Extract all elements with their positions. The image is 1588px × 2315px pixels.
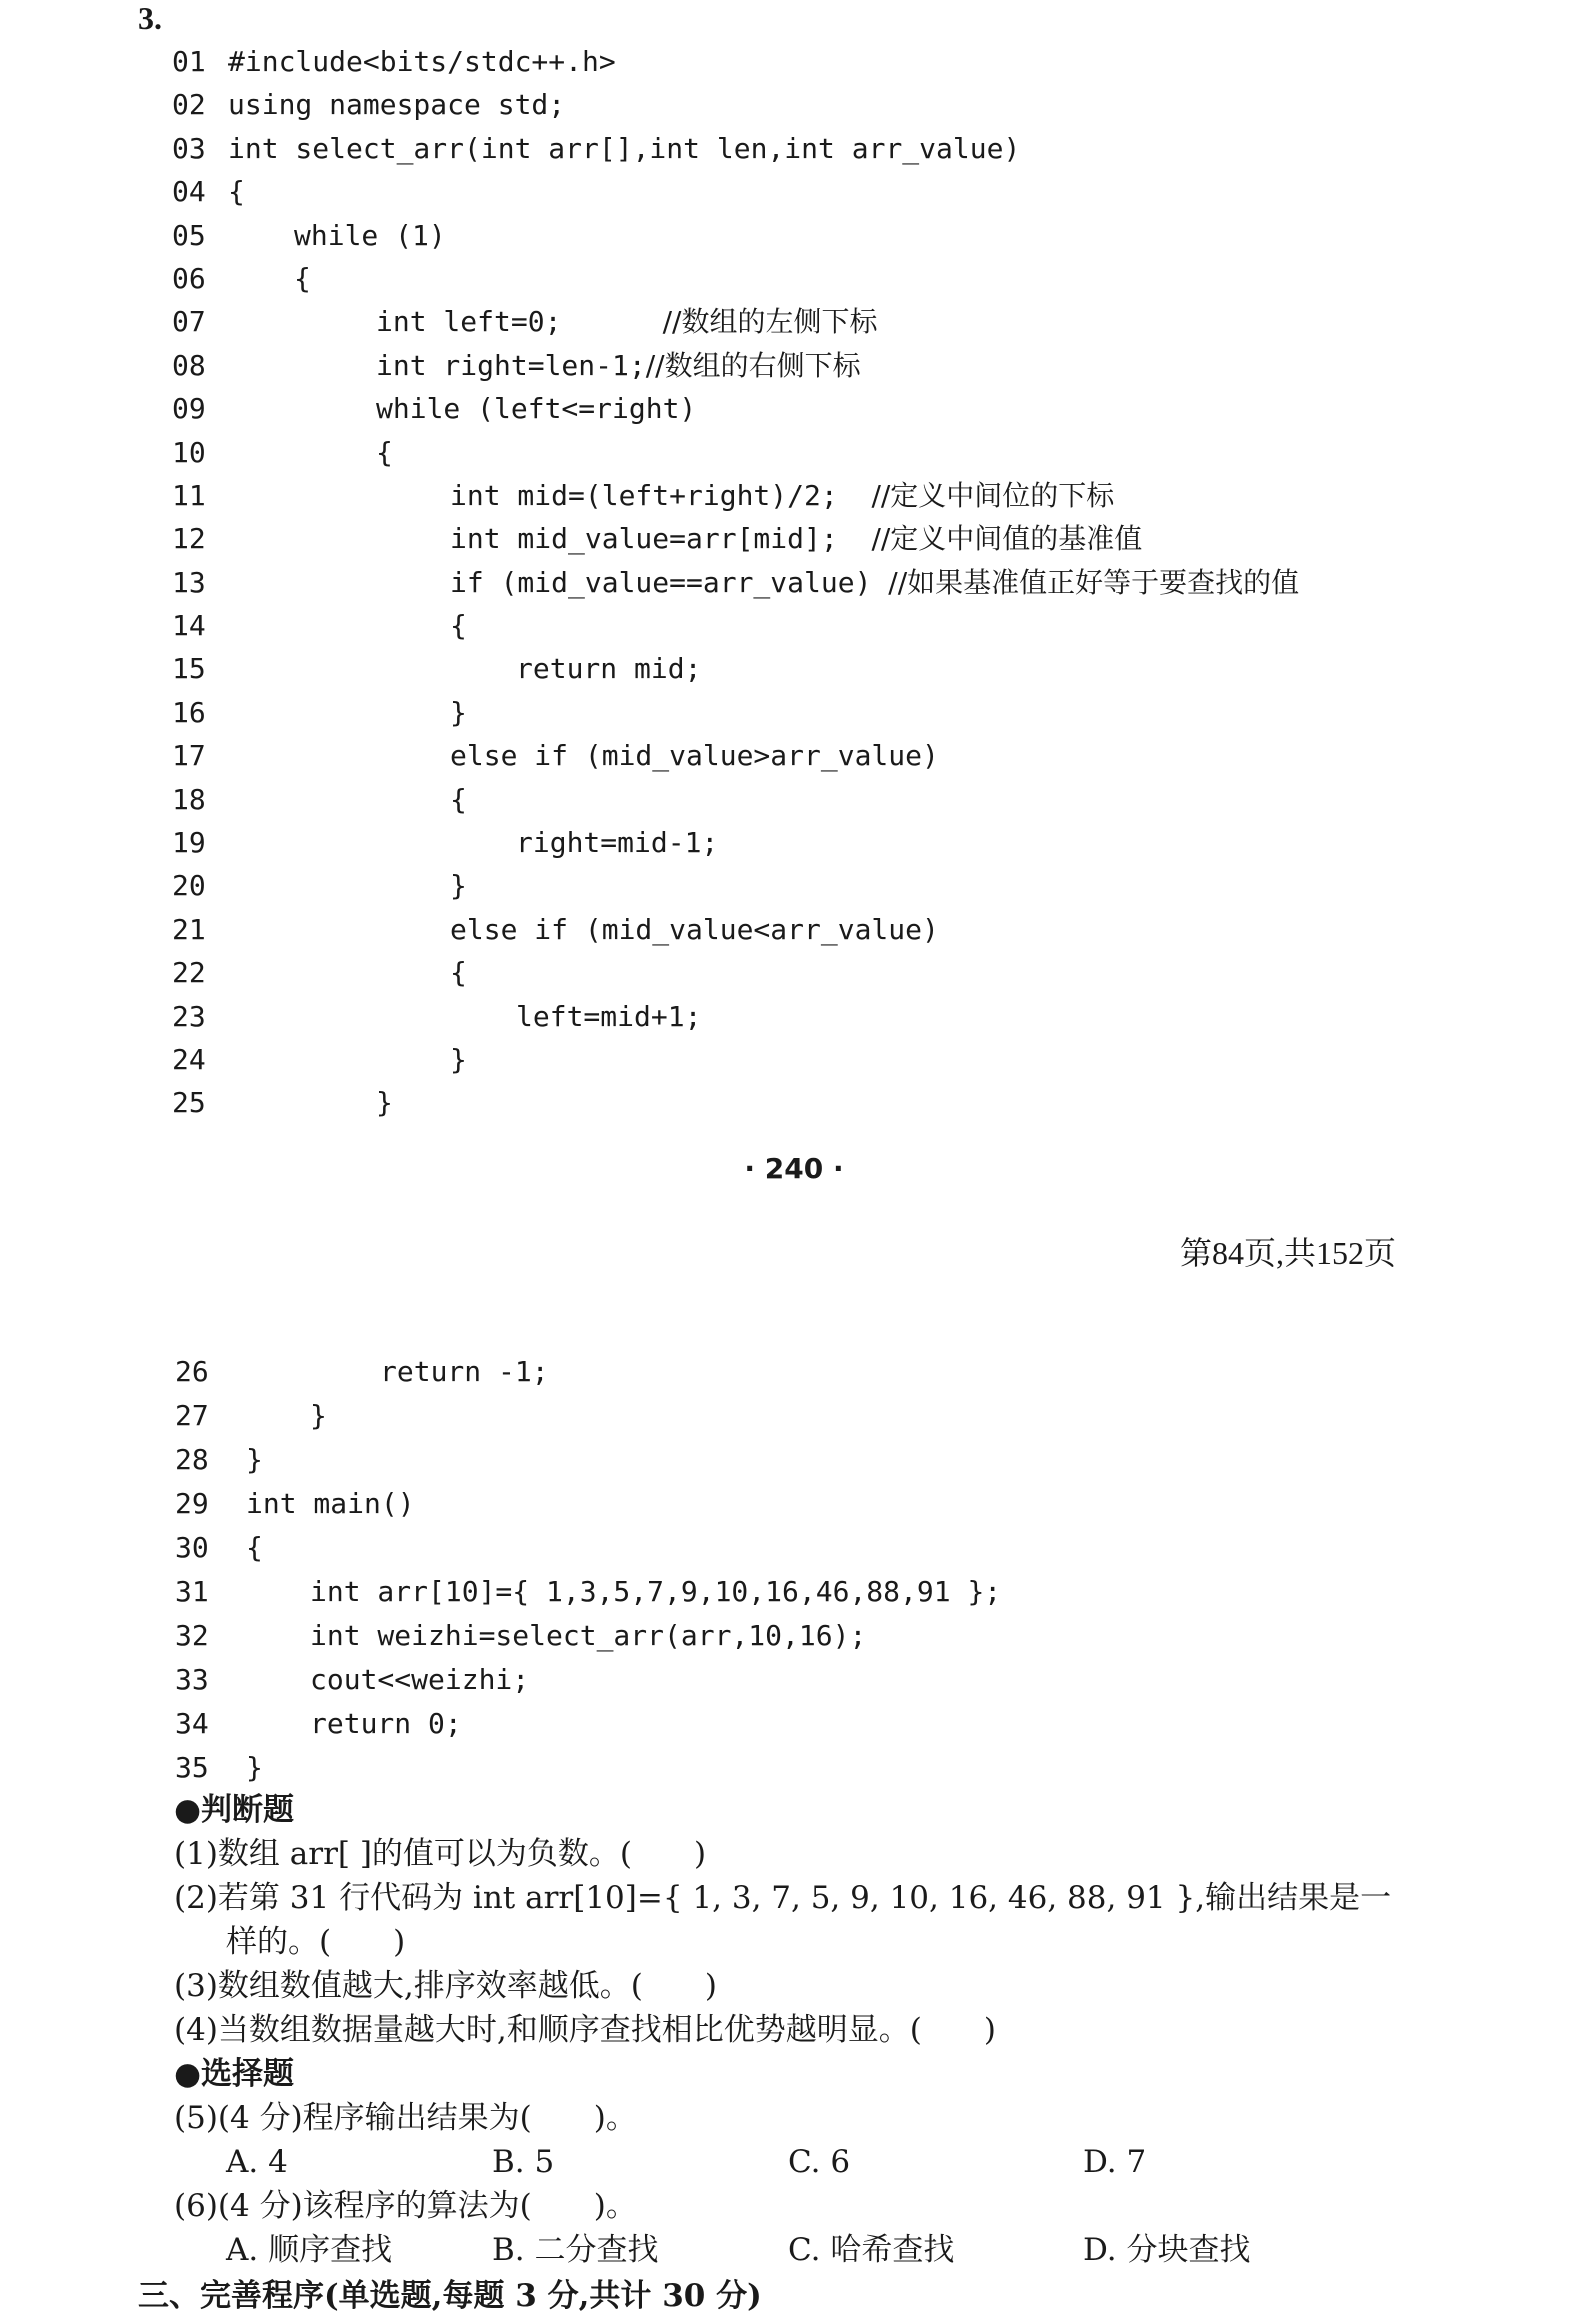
- code-text: [450, 734, 939, 777]
- code-text: [516, 821, 718, 864]
- line-number: 16: [172, 695, 206, 729]
- code-line: [0, 40, 1588, 83]
- option-d: D. 7: [1083, 2144, 1147, 2180]
- code-statement: int main(): [246, 1487, 415, 1520]
- option-b: B. 5: [492, 2144, 555, 2180]
- line-number: 05: [172, 218, 206, 252]
- line-number: 09: [172, 392, 206, 426]
- code-line: [0, 691, 1588, 734]
- line-number: 29: [175, 1487, 209, 1520]
- code-listing-top: [0, 40, 1588, 1125]
- code-comment: //定义中间位的下标: [871, 478, 1115, 512]
- choice-heading-text: ●选择题: [174, 2056, 295, 2092]
- code-text: [294, 214, 446, 257]
- code-line: [0, 214, 1588, 257]
- code-statement: }: [246, 1751, 263, 1784]
- judge-heading-text: ●判断题: [174, 1792, 295, 1828]
- line-number: 04: [172, 175, 206, 209]
- judge-question-text: (4)当数组数据量越大时,和顺序查找相比优势越明显。( ): [174, 2012, 996, 2048]
- code-statement: }: [310, 1399, 327, 1432]
- question-number: 3.: [138, 0, 162, 36]
- line-number: 08: [172, 348, 206, 382]
- page-number: · 240 ·: [744, 1152, 844, 1185]
- code-text: [376, 1081, 393, 1124]
- code-text: [246, 1526, 263, 1570]
- code-statement: }: [376, 1086, 393, 1120]
- code-line: [0, 517, 1588, 560]
- line-number: 12: [172, 522, 206, 556]
- code-line: [0, 257, 1588, 300]
- option-c: C. 哈希查找: [788, 2232, 955, 2268]
- code-text: [310, 1702, 462, 1746]
- code-text: [516, 995, 701, 1038]
- choice-heading: [0, 2052, 1588, 2096]
- line-number: 18: [172, 782, 206, 816]
- code-text: [310, 1394, 327, 1438]
- code-statement: {: [450, 609, 467, 643]
- line-number: 25: [172, 1086, 206, 1120]
- code-line: [0, 1438, 1588, 1482]
- code-line: [0, 604, 1588, 647]
- code-statement: #include<bits/stdc++.h>: [228, 45, 616, 78]
- choice-options-5: [0, 2140, 1588, 2184]
- code-statement: int mid_value=arr[mid];: [450, 522, 872, 556]
- choice-question-5: [0, 2096, 1588, 2140]
- judge-question-4: [0, 2008, 1588, 2052]
- code-line: [0, 908, 1588, 951]
- code-statement: }: [450, 869, 467, 903]
- code-statement: return 0;: [310, 1707, 462, 1740]
- choice-question-text: (6)(4 分)该程序的算法为( )。: [174, 2188, 637, 2224]
- code-statement: }: [450, 1042, 467, 1076]
- code-text: [228, 40, 616, 83]
- line-number: 31: [175, 1575, 209, 1608]
- line-number: 13: [172, 565, 206, 599]
- code-line: [0, 561, 1588, 604]
- code-line: [0, 734, 1588, 777]
- code-statement: return -1;: [380, 1355, 549, 1388]
- line-number: 02: [172, 88, 206, 122]
- code-line: [0, 170, 1588, 213]
- judge-heading: [0, 1788, 1588, 1832]
- line-number: 24: [172, 1042, 206, 1076]
- line-number: 26: [175, 1355, 209, 1388]
- code-text: [228, 170, 245, 213]
- code-statement: while (1): [294, 218, 446, 252]
- code-line: [0, 995, 1588, 1038]
- code-text: [246, 1746, 263, 1790]
- line-number: 20: [172, 869, 206, 903]
- code-line: [0, 1702, 1588, 1746]
- line-number: 28: [175, 1443, 209, 1476]
- code-text: [310, 1614, 866, 1658]
- judge-question-2: [0, 1876, 1588, 1920]
- code-text: [450, 561, 1299, 604]
- judge-question-1: [0, 1832, 1588, 1876]
- code-statement: {: [376, 435, 393, 469]
- judge-question-text: (2)若第 31 行代码为 int arr[10]={ 1, 3, 7, 5, 9, 10, 16, 46, 88, 91 },输出结果是一: [174, 1880, 1392, 1916]
- code-text: [246, 1482, 415, 1526]
- line-number: 01: [172, 45, 206, 78]
- code-statement: int weizhi=select_arr(arr,10,16);: [310, 1619, 867, 1652]
- code-statement: using namespace std;: [228, 88, 566, 122]
- code-text: [376, 344, 861, 387]
- line-number: 14: [172, 609, 206, 643]
- code-statement: return mid;: [516, 652, 702, 686]
- line-number: 23: [172, 999, 206, 1033]
- code-line: [0, 1746, 1588, 1790]
- line-number: 34: [175, 1707, 209, 1740]
- line-number: 10: [172, 435, 206, 469]
- code-statement: cout<<weizhi;: [310, 1663, 530, 1696]
- code-line: [0, 778, 1588, 821]
- section-title: 三、完善程序(单选题,每题 3 分,共计 30 分): [138, 2278, 762, 2314]
- option-c: C. 6: [788, 2144, 851, 2180]
- code-line: [0, 1394, 1588, 1438]
- option-a: A. 4: [226, 2144, 288, 2180]
- code-line: [0, 864, 1588, 907]
- code-listing-bottom: [0, 1350, 1588, 1790]
- code-statement: left=mid+1;: [516, 999, 702, 1033]
- line-number: 22: [172, 956, 206, 990]
- code-statement: else if (mid_value>arr_value): [450, 739, 939, 773]
- judge-question-text: (3)数组数值越大,排序效率越低。( ): [174, 1968, 717, 2004]
- code-statement: right=mid-1;: [516, 826, 719, 860]
- code-text: [450, 691, 467, 734]
- code-line: [0, 300, 1588, 343]
- judge-question-2-cont: [0, 1920, 1588, 1964]
- code-statement: while (left<=right): [376, 392, 697, 426]
- code-comment: //数组的左侧下标: [662, 305, 878, 339]
- code-line: [0, 1038, 1588, 1081]
- code-line: [0, 1614, 1588, 1658]
- code-text: [294, 257, 311, 300]
- line-number: 03: [172, 131, 206, 165]
- code-statement: }: [246, 1443, 263, 1476]
- code-line: [0, 387, 1588, 430]
- choice-question-text: (5)(4 分)程序输出结果为( )。: [174, 2100, 637, 2136]
- code-text: [228, 127, 1020, 170]
- code-line: [0, 1570, 1588, 1614]
- code-statement: {: [450, 782, 467, 816]
- judge-question-text: 样的。( ): [226, 1924, 406, 1960]
- code-text: [376, 431, 393, 474]
- code-statement: int select_arr(int arr[],int len,int arr_value): [228, 131, 1021, 165]
- code-line: [0, 821, 1588, 864]
- questions-block: [0, 1788, 1588, 2272]
- line-number: 30: [175, 1531, 209, 1564]
- code-line: [0, 344, 1588, 387]
- line-number: 27: [175, 1399, 209, 1432]
- code-statement: int mid=(left+right)/2;: [450, 478, 872, 512]
- code-text: [450, 778, 467, 821]
- code-statement: {: [228, 175, 245, 209]
- code-statement: {: [246, 1531, 263, 1564]
- code-line: [0, 474, 1588, 517]
- code-comment: //数组的右侧下标: [645, 348, 861, 382]
- code-statement: int right=len-1;: [376, 348, 646, 382]
- line-number: 07: [172, 305, 206, 339]
- choice-question-6: [0, 2184, 1588, 2228]
- code-line: [0, 127, 1588, 170]
- code-statement: else if (mid_value<arr_value): [450, 912, 939, 946]
- choice-options-6: [0, 2228, 1588, 2272]
- code-text: [376, 300, 877, 343]
- code-text: [376, 387, 696, 430]
- code-statement: int arr[10]={ 1,3,5,7,9,10,16,46,88,91 };: [310, 1575, 1002, 1608]
- code-text: [310, 1570, 1001, 1614]
- judge-question-text: (1)数组 arr[ ]的值可以为负数。( ): [174, 1836, 707, 1872]
- line-number: 33: [175, 1663, 209, 1696]
- code-line: [0, 1658, 1588, 1702]
- code-text: [228, 83, 565, 126]
- code-text: [450, 864, 467, 907]
- code-text: [450, 604, 467, 647]
- code-text: [450, 951, 467, 994]
- code-line: [0, 951, 1588, 994]
- code-text: [450, 908, 939, 951]
- code-text: [380, 1350, 549, 1394]
- code-line: [0, 1526, 1588, 1570]
- line-number: 17: [172, 739, 206, 773]
- line-number: 32: [175, 1619, 209, 1652]
- code-line: [0, 431, 1588, 474]
- option-b: B. 二分查找: [492, 2232, 659, 2268]
- code-line: [0, 1081, 1588, 1124]
- code-statement: }: [450, 695, 467, 729]
- code-text: [450, 474, 1114, 517]
- line-number: 11: [172, 478, 206, 512]
- code-line: [0, 1482, 1588, 1526]
- code-text: [450, 1038, 467, 1081]
- code-line: [0, 83, 1588, 126]
- code-line: [0, 647, 1588, 690]
- page-count: 第84页,共152页: [1179, 1235, 1396, 1271]
- code-statement: int left=0;: [376, 305, 663, 339]
- code-text: [246, 1438, 263, 1482]
- line-number: 06: [172, 261, 206, 295]
- code-comment: //如果基准值正好等于要查找的值: [888, 565, 1300, 599]
- code-line: [0, 1350, 1588, 1394]
- line-number: 35: [175, 1751, 209, 1784]
- line-number: 21: [172, 912, 206, 946]
- option-a: A. 顺序查找: [226, 2232, 393, 2268]
- code-statement: {: [450, 956, 467, 990]
- code-comment: //定义中间值的基准值: [871, 522, 1143, 556]
- code-statement: if (mid_value==arr_value): [450, 565, 889, 599]
- code-text: [516, 647, 701, 690]
- code-text: [450, 517, 1142, 560]
- line-number: 19: [172, 826, 206, 860]
- judge-question-3: [0, 1964, 1588, 2008]
- line-number: 15: [172, 652, 206, 686]
- code-statement: {: [294, 261, 311, 295]
- code-text: [310, 1658, 529, 1702]
- option-d: D. 分块查找: [1083, 2232, 1251, 2268]
